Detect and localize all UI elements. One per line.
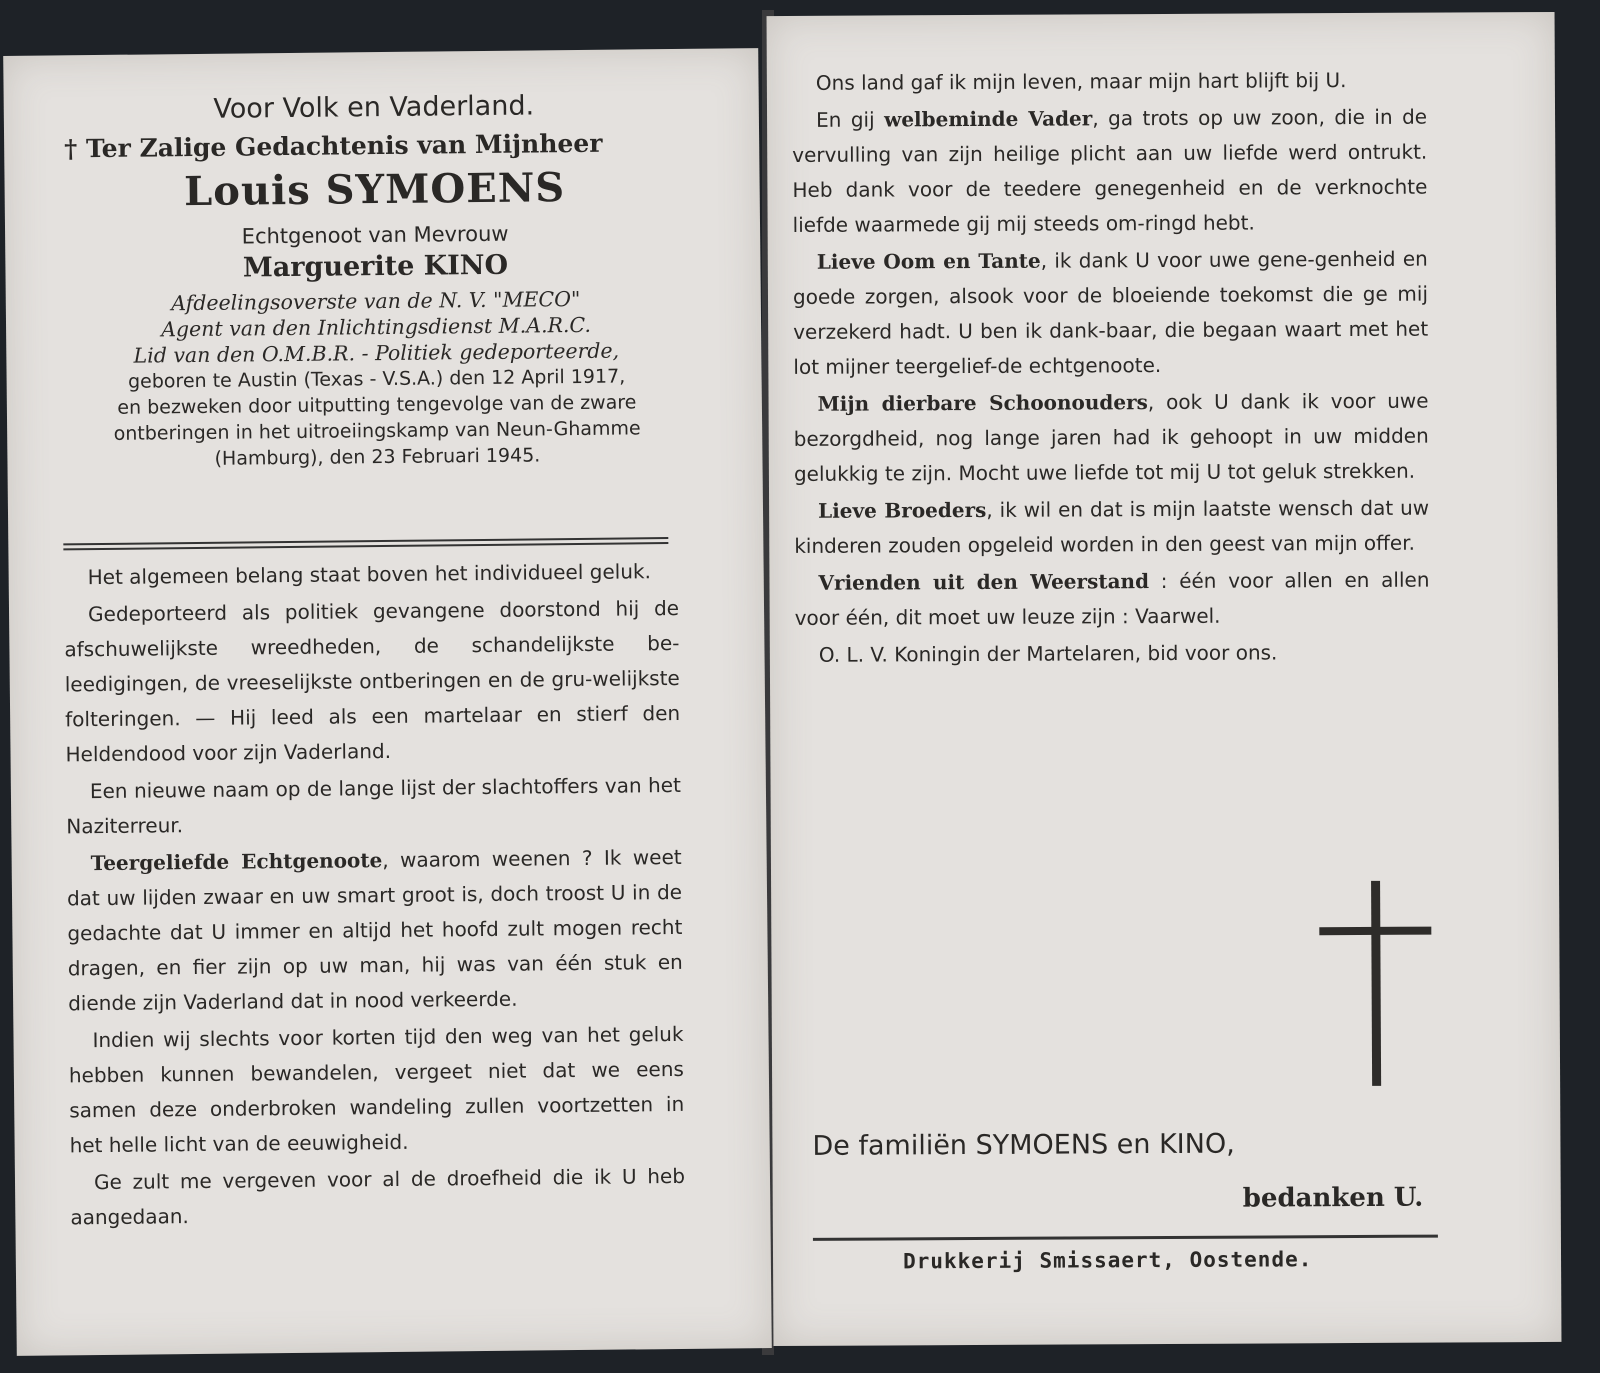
cross-glyph-icon: † [64, 134, 78, 164]
memory-line [54, 128, 694, 164]
paragraph-1: Het algemeen belang staat boven het individueel geluk. [87, 559, 652, 590]
right-paragraph-2-text: , ga trots op uw zoon, die in de vervulling van zijn heilige plicht aan uw liefde werd ontrukt. Heb dank voor de teedere genegenheid en de verknochte liefde waarmede gij mij steeds om-ringd hebt. [792, 104, 1428, 237]
spouse-name: Marguerite KINO [242, 249, 509, 284]
right-paragraph-7: O. L. V. Koningin der Martelaren, bid voor ons. [818, 640, 1278, 667]
motto: Voor Volk en Vaderland. [213, 90, 535, 125]
right-paragraph-6-text: : één voor allen en allen voor één, dit moet uw leuze zijn : Vaarwel. [794, 567, 1430, 630]
right-paragraph-4-text: , ook U dank ik voor uwe bezorgdheid, nog lange jaren had ik gehoopt in uw midden gelukkig te zijn. Mocht uwe liefde tot mij U tot geluk strekken. [793, 388, 1429, 486]
right-paragraph-2 [792, 100, 1428, 243]
right-paragraph-3 [793, 242, 1429, 385]
left-text-column [63, 554, 685, 1237]
right-paragraph-1: Ons land gaf ik mijn leven, maar mijn hart blijft bij U. [815, 68, 1347, 95]
paragraph-4 [66, 840, 683, 1021]
right-paragraph-5-bold: Lieve Broeders [818, 497, 987, 523]
born-line-2: en bezweken door uitputting tengevolge van de zware [117, 391, 637, 419]
right-text-column [792, 63, 1430, 675]
printer-rule [813, 1235, 1438, 1241]
left-page [3, 48, 772, 1356]
paragraph-5: Indien wij slechts voor korten tijd den weg van het geluk hebben kunnen bewandelen, vergeet niet dat we eens samen deze onderbroken wandeling zullen voortzetten in het helle licht van de eeuwigheid. [68, 1021, 685, 1158]
right-paragraph-4 [793, 384, 1429, 492]
paragraph-6: Ge zult me vergeven voor al de droefheid die ik U heb aangedaan. [70, 1163, 686, 1230]
role-line-1: Afdeelingsoverste van de N. V. "MECO" [171, 286, 581, 316]
cross-horizontal [1319, 927, 1431, 936]
thanks-line: bedanken U. [1242, 1182, 1424, 1214]
spouse-label: Echtgenoot van Mevrouw [241, 221, 509, 249]
cross-icon [1319, 881, 1432, 1087]
paragraph-4-text: , waarom weenen ? Ik weet dat uw lijden zwaar en uw smart groot is, doch troost U in de gedachte dat U immer en altijd het hoofd zult mogen recht dragen, en fier zijn op uw man, hij was van één stuk en diende zijn Vaderland dat in nood verkeerde. [66, 844, 683, 1016]
family-line: De familiën SYMOENS en KINO, [812, 1128, 1235, 1162]
role-line-3: Lid van den O.M.B.R. - Politiek gedeporteerde, [133, 338, 620, 368]
born-line-3: ontberingen in het uitroeiingskamp van Neun-Ghamme [113, 417, 641, 445]
header-block [54, 89, 698, 474]
paragraph-4-bold: Teergeliefde Echtgenoote [90, 848, 383, 876]
cross-vertical [1371, 881, 1381, 1086]
right-paragraph-2-pre: En gij [816, 107, 885, 132]
right-page [767, 12, 1562, 1346]
right-paragraph-5-text: , ik wil en dat is mijn laatste wensch dat uw kinderen zouden opgeleid worden in den geest van mijn offer. [794, 495, 1430, 558]
right-paragraph-6-bold: Vrienden uit den Weerstand [818, 569, 1150, 595]
right-paragraph-6 [794, 563, 1429, 636]
paragraph-2: Gedeporteerd als politiek gevangene doorstond hij de afschuwelijkste wreedheden, de schandelijkste be-leedigingen, de vreeselijkste ontberingen en de gru-welijkste folteringen. — Hij leed als een martelaar en stierf den Heldendood voor zijn Vaderland. [64, 595, 681, 767]
born-line-1: geboren te Austin (Texas - V.S.A.) den 12 April 1917, [127, 365, 626, 393]
memory-text: Ter Zalige Gedachtenis van Mijnheer [85, 128, 603, 164]
deceased-name: Louis SYMOENS [183, 164, 566, 216]
printer-credit: Drukkerij Smissaert, Oostende. [902, 1247, 1313, 1274]
born-line-4: (Hamburg), den 23 Februari 1945. [214, 444, 541, 470]
right-paragraph-2-bold: welbeminde Vader [884, 106, 1093, 132]
right-paragraph-3-bold: Lieve Oom en Tante [816, 248, 1041, 274]
role-line-2: Agent van den Inlichtingsdienst M.A.R.C. [161, 312, 592, 342]
right-paragraph-5 [794, 491, 1429, 564]
right-paragraph-4-bold: Mijn dierbare Schoonouders [817, 390, 1148, 416]
right-paragraph-3-text: , ik dank U voor uwe gene-genheid en goede zorgen, alsook voor de bloeiende toekomst die ge mij verzekerd hadt. U ben ik dank-baar, die begaan waart met het lot mijner teergelief-de echtgenoote. [792, 246, 1429, 379]
paragraph-3: Een nieuwe naam op de lange lijst der slachtoffers van het Naziterreur. [66, 772, 682, 839]
